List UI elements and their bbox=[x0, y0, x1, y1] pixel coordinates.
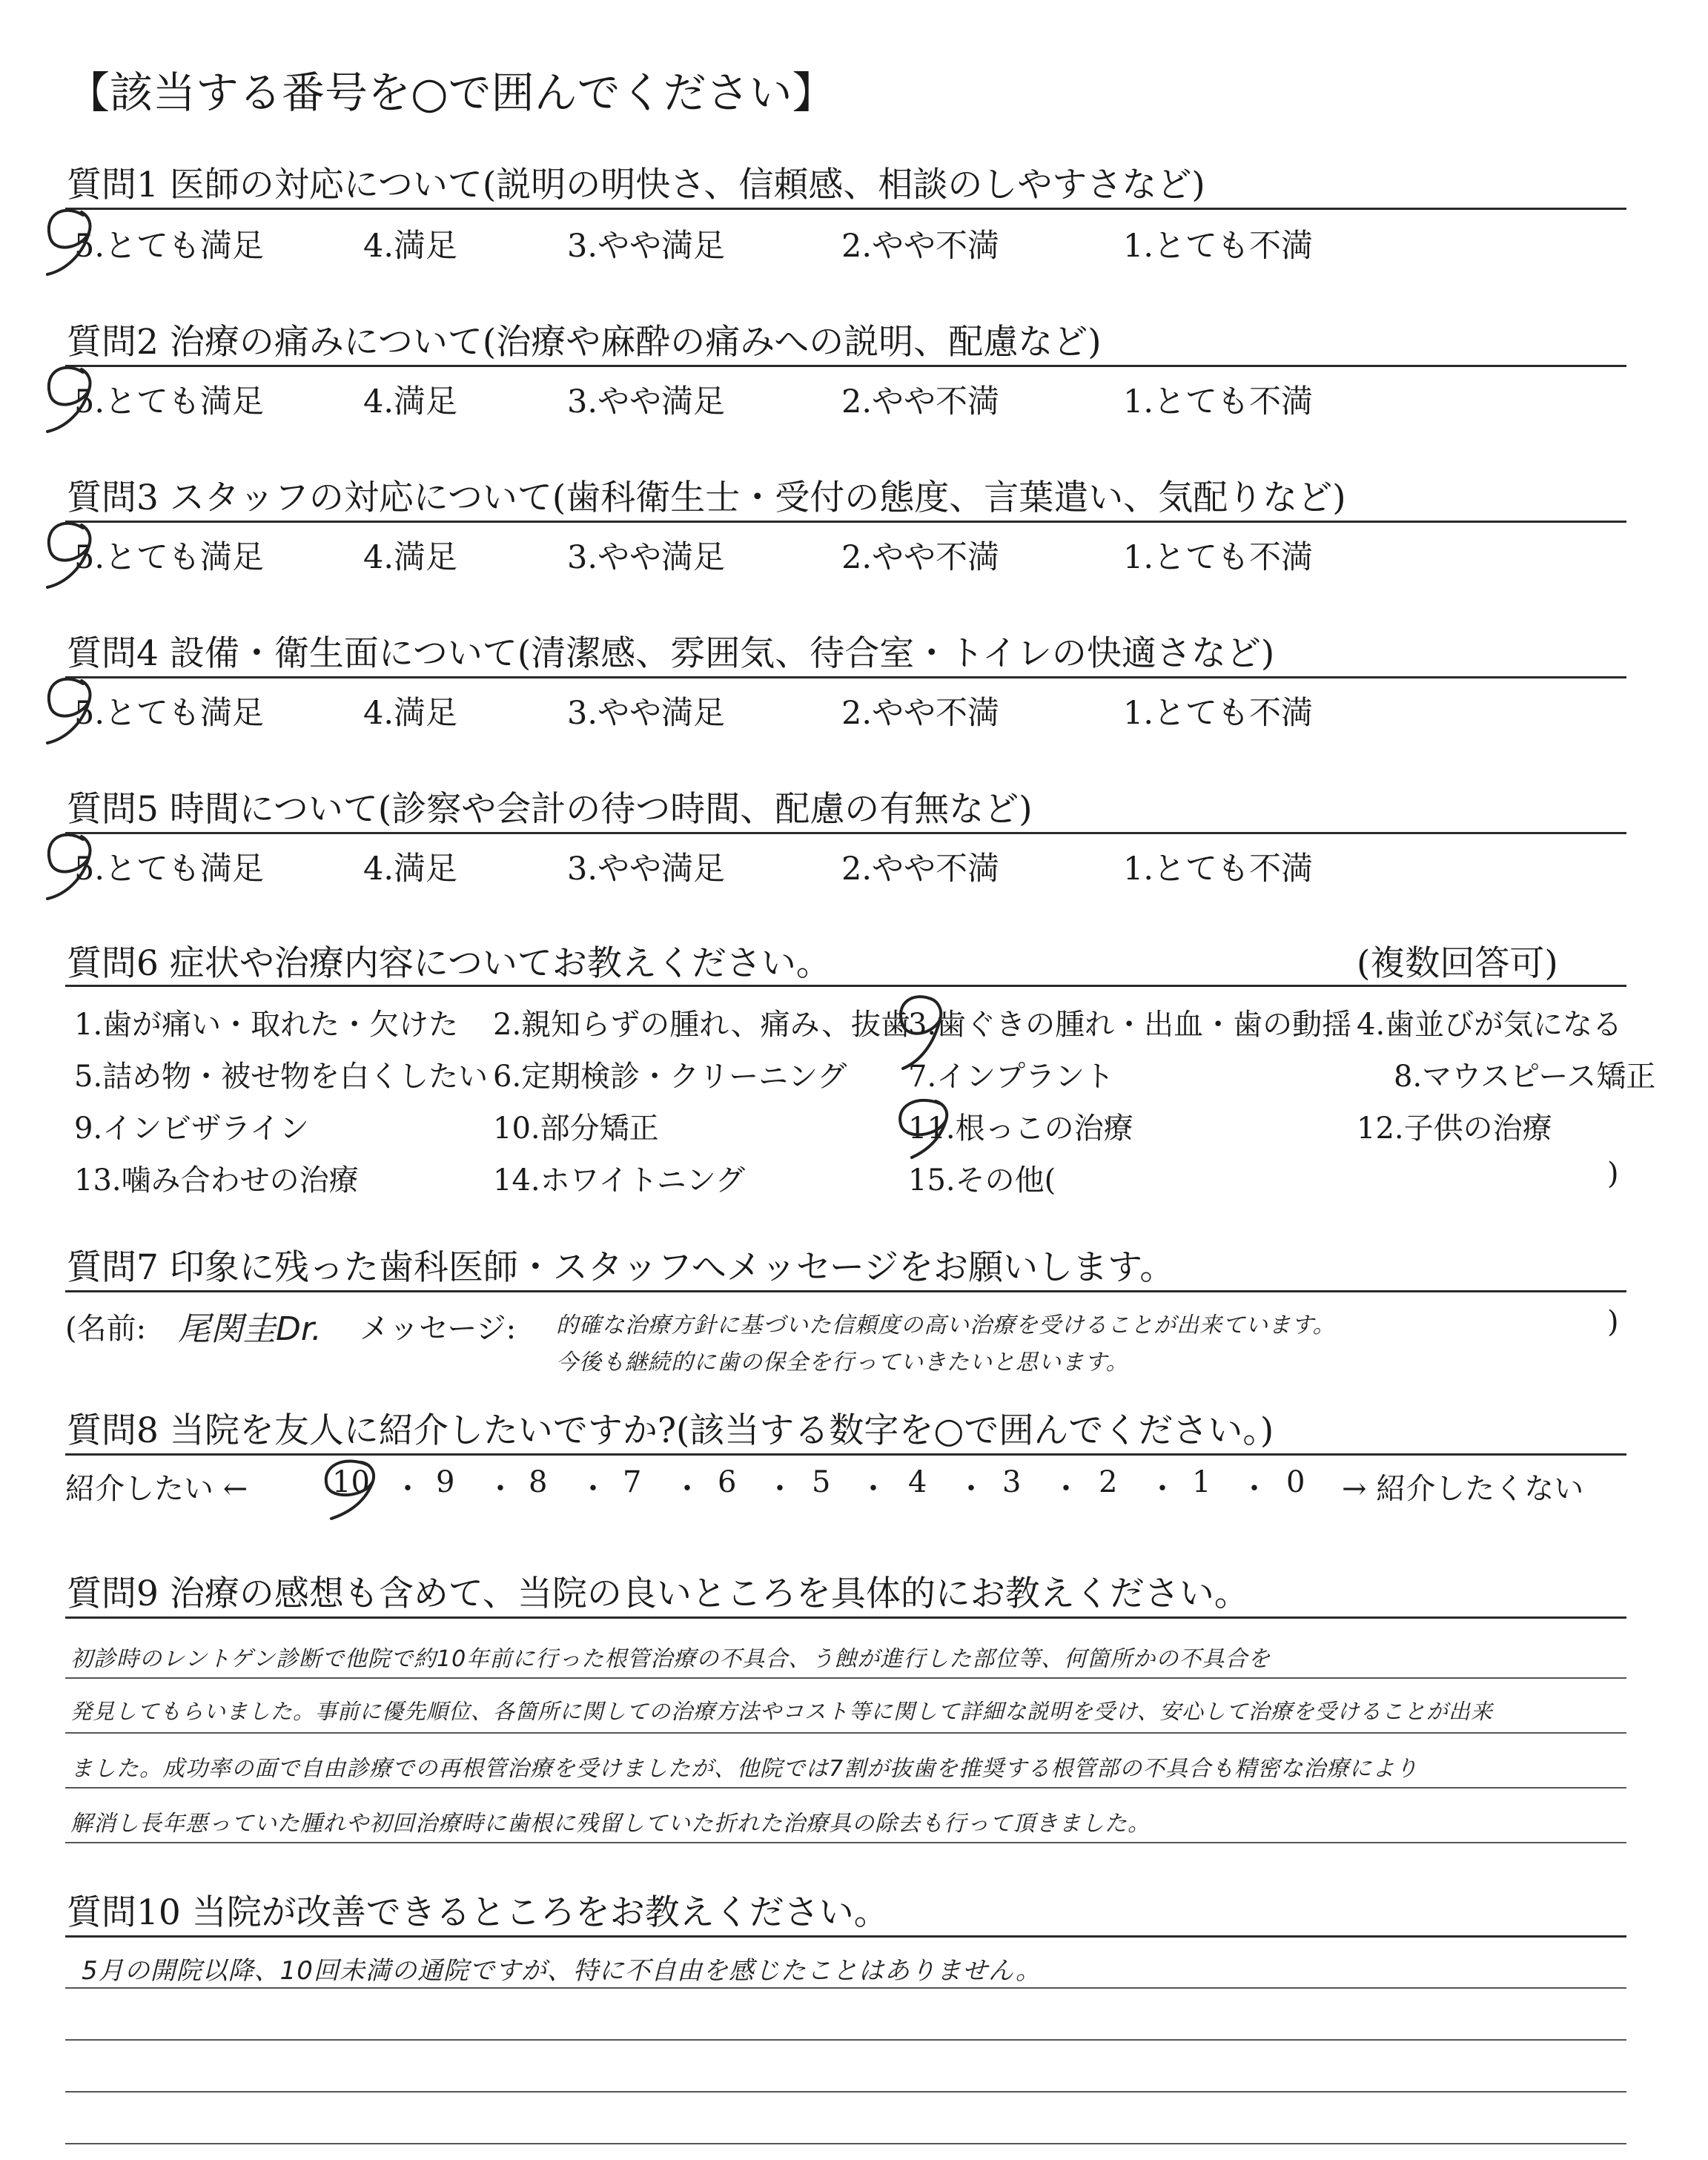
q8-scale-0[interactable]: 0 bbox=[1286, 1465, 1305, 1499]
q9-answer-line-4[interactable]: 解消し長年悪っていた腫れや初回治療時に歯根に残留していた折れた治療具の除去も行って頂きました。 bbox=[70, 1811, 1151, 1837]
q4-option-1[interactable]: 1.とても不満 bbox=[1123, 695, 1314, 732]
q5-rule bbox=[65, 832, 1626, 834]
q5-label: 質問5 時間について(診察や会計の待つ時間、配慮の有無など) bbox=[67, 789, 1033, 830]
q9-line-rule bbox=[65, 1677, 1626, 1679]
q2-option-5[interactable]: 5.とても満足 bbox=[74, 383, 265, 420]
q2-label: 質問2 治療の痛みについて(治療や麻酔の痛みへの説明、配慮など) bbox=[67, 322, 1102, 363]
q6-option-12[interactable]: 12.子供の治療 bbox=[1357, 1112, 1552, 1146]
q9-line-rule bbox=[65, 1732, 1626, 1734]
q10-answer-line-1[interactable]: 5月の開院以降、10回未満の通院ですが、特に不自由を感じたことはありません。 bbox=[82, 1956, 1042, 1986]
q1-option-1[interactable]: 1.とても不満 bbox=[1123, 228, 1314, 265]
q8-scale-dot: ・ bbox=[393, 1472, 423, 1506]
q6-option-14[interactable]: 14.ホワイトニング bbox=[493, 1163, 746, 1198]
q3-rule bbox=[65, 521, 1626, 523]
q6-option-11[interactable]: 11.根っこの治療 bbox=[908, 1112, 1133, 1146]
q8-scale-dot: ・ bbox=[1051, 1472, 1081, 1506]
q8-selection-circle bbox=[315, 1455, 389, 1522]
q4-option-4[interactable]: 4.満足 bbox=[363, 695, 458, 732]
q8-scale-4[interactable]: 4 bbox=[908, 1465, 927, 1499]
q9-line-rule bbox=[65, 1842, 1626, 1843]
q10-line-rule bbox=[65, 1987, 1626, 1989]
q8-scale-dot: ・ bbox=[1148, 1472, 1177, 1506]
q10-rule bbox=[65, 1935, 1626, 1938]
q8-scale-3[interactable]: 3 bbox=[1002, 1465, 1022, 1499]
q1-option-3[interactable]: 3.やや満足 bbox=[567, 228, 726, 265]
q3-selection-circle bbox=[37, 515, 104, 589]
q6-option-15[interactable]: 15.その他( bbox=[908, 1163, 1056, 1198]
q4-option-3[interactable]: 3.やや満足 bbox=[567, 695, 726, 732]
q1-selection-circle bbox=[37, 202, 104, 276]
q8-scale-5[interactable]: 5 bbox=[812, 1465, 831, 1499]
q4-label: 質問4 設備・衛生面について(清潔感、雰囲気、待合室・トイレの快適さなど) bbox=[67, 633, 1275, 674]
q4-option-5[interactable]: 5.とても満足 bbox=[74, 695, 265, 732]
q5-selection-circle bbox=[37, 826, 104, 900]
q10-line-rule bbox=[65, 2143, 1626, 2144]
q2-selection-circle bbox=[37, 359, 104, 433]
q8-scale-8[interactable]: 8 bbox=[529, 1465, 548, 1499]
q1-label: 質問1 医師の対応について(説明の明快さ、信頼感、相談のしやすさなど) bbox=[67, 165, 1205, 205]
q8-scale-dot: ・ bbox=[486, 1472, 515, 1506]
q1-option-2[interactable]: 2.やや不満 bbox=[841, 228, 1000, 265]
q8-scale-9[interactable]: 9 bbox=[436, 1465, 455, 1499]
q8-scale-dot: ・ bbox=[858, 1472, 888, 1506]
q4-selection-circle bbox=[37, 670, 104, 744]
q8-rule bbox=[65, 1453, 1626, 1456]
q8-scale-dot: ・ bbox=[578, 1472, 608, 1506]
q9-line-rule bbox=[65, 1787, 1626, 1789]
q6-option-4[interactable]: 4.歯並びが気になる bbox=[1357, 1008, 1623, 1042]
q6-rule bbox=[65, 985, 1626, 987]
q6-option-8[interactable]: 8.マウスピース矯正 bbox=[1394, 1060, 1656, 1094]
q3-option-4[interactable]: 4.満足 bbox=[363, 539, 458, 576]
q8-scale-6[interactable]: 6 bbox=[718, 1465, 737, 1499]
q6-option-6[interactable]: 6.定期検診・クリーニング bbox=[493, 1060, 847, 1094]
q10-line-rule bbox=[65, 2039, 1626, 2041]
q7-name-value[interactable]: 尾関圭Dr. bbox=[178, 1310, 322, 1348]
q3-option-1[interactable]: 1.とても不満 bbox=[1123, 539, 1314, 576]
q2-option-3[interactable]: 3.やや満足 bbox=[567, 383, 726, 420]
q5-option-4[interactable]: 4.満足 bbox=[363, 851, 458, 888]
q4-rule bbox=[65, 676, 1626, 678]
q10-line-rule bbox=[65, 2091, 1626, 2093]
q2-option-2[interactable]: 2.やや不満 bbox=[841, 383, 1000, 420]
q8-scale-dot: ・ bbox=[672, 1472, 702, 1506]
q8-left-label: 紹介したい ← bbox=[65, 1472, 248, 1506]
q8-scale-2[interactable]: 2 bbox=[1099, 1465, 1118, 1499]
q3-label: 質問3 スタッフの対応について(歯科衛生士・受付の態度、言葉遣い、気配りなど) bbox=[67, 478, 1346, 518]
q10-label: 質問10 当院が改善できるところをお教えください。 bbox=[67, 1892, 889, 1933]
q2-option-1[interactable]: 1.とても不満 bbox=[1123, 383, 1314, 420]
q6-selection-circle-3 bbox=[890, 990, 956, 1071]
page-title: 【該当する番号を○で囲んでください】 bbox=[67, 67, 835, 118]
q8-scale-7[interactable]: 7 bbox=[623, 1465, 642, 1499]
q6-label: 質問6 症状や治療内容についてお教えください。 bbox=[67, 943, 831, 984]
q6-option-1[interactable]: 1.歯が痛い・取れた・欠けた bbox=[74, 1008, 459, 1042]
q5-option-5[interactable]: 5.とても満足 bbox=[74, 851, 265, 888]
q6-option-5[interactable]: 5.詰め物・被せ物を白くしたい bbox=[74, 1060, 489, 1094]
q8-label: 質問8 当院を友人に紹介したいですか?(該当する数字を○で囲んでください。) bbox=[67, 1410, 1274, 1451]
q6-option-10[interactable]: 10.部分矯正 bbox=[493, 1112, 659, 1146]
q9-answer-line-2[interactable]: 発見してもらいました。事前に優先順位、各箇所に関しての治療方法やコスト等に関して詳細な説明を受け、安心して治療を受けることが出来 bbox=[70, 1699, 1493, 1724]
q3-option-2[interactable]: 2.やや不満 bbox=[841, 539, 1000, 576]
q1-option-5[interactable]: 5.とても満足 bbox=[74, 228, 265, 265]
q8-scale-dot: ・ bbox=[956, 1472, 986, 1506]
q6-note: (複数回答可) bbox=[1357, 943, 1558, 984]
q6-other-close-paren: ) bbox=[1607, 1157, 1619, 1191]
q2-option-4[interactable]: 4.満足 bbox=[363, 383, 458, 420]
q4-option-2[interactable]: 2.やや不満 bbox=[841, 695, 1000, 732]
q8-scale-dot: ・ bbox=[765, 1472, 795, 1506]
q3-option-5[interactable]: 5.とても満足 bbox=[74, 539, 265, 576]
q7-rule bbox=[65, 1290, 1626, 1292]
q1-rule bbox=[65, 208, 1626, 210]
q3-option-3[interactable]: 3.やや満足 bbox=[567, 539, 726, 576]
q7-name-prefix: (名前: bbox=[65, 1312, 147, 1346]
q5-option-3[interactable]: 3.やや満足 bbox=[567, 851, 726, 888]
q2-rule bbox=[65, 365, 1626, 367]
q9-answer-line-1[interactable]: 初診時のレントゲン診断で他院で約10年前に行った根管治療の不具合、う蝕が進行した部位等、何箇所かの不具合を bbox=[70, 1646, 1271, 1672]
q5-option-2[interactable]: 2.やや不満 bbox=[841, 851, 1000, 888]
q6-option-7[interactable]: 7.インプラント bbox=[908, 1060, 1115, 1094]
q5-option-1[interactable]: 1.とても不満 bbox=[1123, 851, 1314, 888]
q8-right-label: → 紹介したくない bbox=[1342, 1472, 1584, 1506]
q7-message-prefix: メッセージ: bbox=[360, 1312, 517, 1346]
q7-message-line-2[interactable]: 今後も継続的に歯の保全を行っていきたいと思います。 bbox=[556, 1350, 1129, 1375]
q9-rule bbox=[65, 1616, 1626, 1619]
q6-option-3[interactable]: 3.歯ぐきの腫れ・出血・歯の動揺 bbox=[908, 1008, 1352, 1042]
q6-option-13[interactable]: 13.噛み合わせの治療 bbox=[74, 1163, 359, 1198]
q8-scale-1[interactable]: 1 bbox=[1192, 1465, 1211, 1499]
q7-label: 質問7 印象に残った歯科医師・スタッフへメッセージをお願いします。 bbox=[67, 1247, 1175, 1288]
q6-option-9[interactable]: 9.インビザライン bbox=[74, 1112, 309, 1146]
q9-label: 質問9 治療の感想も含めて、当院の良いところを具体的にお教えください。 bbox=[67, 1573, 1249, 1614]
q1-option-4[interactable]: 4.満足 bbox=[363, 228, 458, 265]
q6-option-2[interactable]: 2.親知らずの腫れ、痛み、抜歯 bbox=[493, 1008, 910, 1042]
q7-close-paren: ) bbox=[1607, 1305, 1619, 1339]
q9-answer-line-3[interactable]: ました。成功率の面で自由診療での再根管治療を受けましたが、他院では7割が抜歯を推奨する根管部の不具合も精密な治療により bbox=[70, 1756, 1419, 1782]
q6-selection-circle-11 bbox=[890, 1094, 964, 1160]
q8-scale-10[interactable]: 10 bbox=[332, 1465, 370, 1499]
q7-message-line-1[interactable]: 的確な治療方針に基づいた信頼度の高い治療を受けることが出来ています。 bbox=[556, 1312, 1336, 1338]
q8-scale-dot: ・ bbox=[1239, 1472, 1269, 1506]
